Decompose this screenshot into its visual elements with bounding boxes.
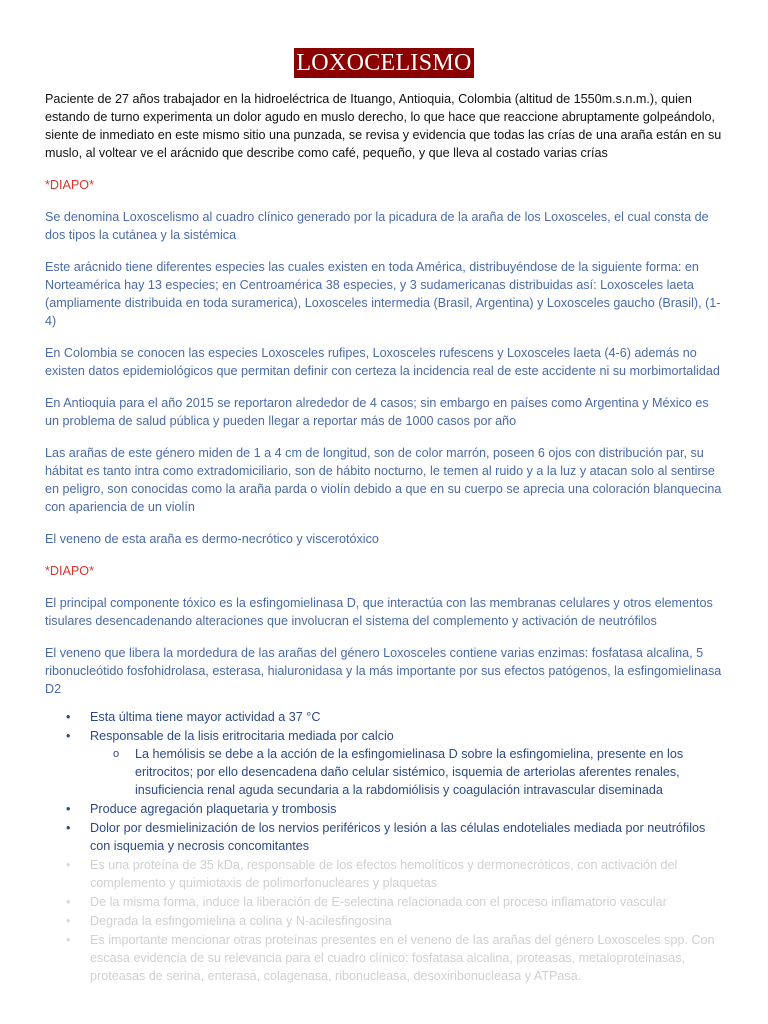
faded-list-item: • De la misma forma, induce la liberación de E-selectina relacionada con el proceso inflamatorio vascular	[90, 893, 725, 911]
list-item	[90, 727, 725, 799]
paragraph: En Colombia se conocen las especies Loxosceles rufipes, Loxosceles rufescens y Loxosceles laeta (4-6) además no existen datos epidemiológicos que permitan definir con certeza la incidencia real de este accidente ni su morbimortalidad	[45, 346, 720, 378]
sub-bullet-list	[90, 745, 725, 799]
paragraph: El principal componente tóxico es la esfingomielinasa D, que interactúa con las membranas celulares y otros elementos tisulares desencadenando alteraciones que involucran el sistema del complemento y activación de neutrófilos	[45, 596, 713, 628]
paragraph: Este arácnido tiene diferentes especies las cuales existen en toda América, distribuyéndose de la siguiente forma: en Norteamérica hay 13 especies; en Centroamérica 38 especies, y 3 sudamericanas distribuidas así: Loxosceles laeta (ampliamente distribuida en toda suramerica), Loxosceles intermedia (Brasil, Argentina) y Loxosceles gaucho (Brasil), (1-4)	[45, 260, 721, 328]
bullet-list	[45, 708, 725, 985]
list-item: • Produce agregación plaquetaria y trombosis	[90, 800, 725, 818]
document-body	[45, 90, 725, 986]
document-title: LOXOCELISMO	[296, 50, 472, 76]
faded-list-item: • Es importante mencionar otras proteínas presentes en el veneno de las arañas del género Loxosceles spp. Con escasa evidencia de su relevancia para el cuadro clínico: fosfatasa alcalina, proteasas, metaloproteinasas, proteasas de serina, enterasa, colagenasa, ribonucleasa, desoxiribonucleasa y ATPasa.	[90, 931, 725, 985]
case-intro: Paciente de 27 años trabajador en la hidroeléctrica de Ituango, Antioquia, Colombia (altitud de 1550m.s.n.m.), quien estando de turno experimenta un dolor agudo en muslo derecho, lo que hace que reaccione abruptamente golpeándolo, siente de inmediato en este mismo sitio una punzada, se revisa y evidencia que todas las crías de una araña están en su muslo, al voltear ve el arácnido que describe como café, pequeño, y que lleva al costado varias crías	[45, 92, 722, 160]
title-wrap	[0, 48, 768, 78]
diapo-marker: *DIAPO*	[45, 178, 94, 192]
paragraph: El veneno de esta araña es dermo-necrótico y viscerotóxico	[45, 532, 379, 546]
list-item-text: Responsable de la lisis eritrocitaria mediada por calcio	[90, 729, 394, 743]
list-item: • Dolor por desmielinización de los nervios periféricos y lesión a las células endoteliales mediada por neutrófilos con isquemia y necrosis concomitantes	[90, 819, 725, 855]
list-item: • Esta última tiene mayor actividad a 37 °C	[90, 708, 725, 726]
paragraph: Las arañas de este género miden de 1 a 4 cm de longitud, son de color marrón, poseen 6 ojos con distribución par, su hábitat es tanto intra como extradomiciliario, son de hábito nocturno, le temen al ruido y a la luz y atacan solo al sentirse en peligro, son conocidas como la araña parda o violín debido a que en su cuerpo se aprecia una coloración blanquecina con apariencia de un violín	[45, 446, 722, 514]
paragraph: Se denomina Loxoscelismo al cuadro clínico generado por la picadura de la araña de los Loxosceles, el cual consta de dos tipos la cutánea y la sistémica	[45, 210, 709, 242]
paragraph: El veneno que libera la mordedura de las arañas del género Loxosceles contiene varias enzimas: fosfatasa alcalina, 5 ribonucleótido fosfohidrolasa, esterasa, hialuronidasa y la más importante por sus efectos patógenos, la esfingomielinasa D2	[45, 646, 722, 696]
sub-list-item: o La hemólisis se debe a la acción de la esfingomielinasa D sobre la esfingomielina, presente en los eritrocitos; por ello desencadena daño celular sistémico, isquemia de arteriolas aferentes renales, insuficiencia renal aguda secundaria a la rabdomiólisis y coagulación intravascular diseminada	[135, 745, 725, 799]
paragraph: En Antioquia para el año 2015 se reportaron alrededor de 4 casos; sin embargo en países como Argentina y México es un problema de salud pública y pueden llegar a reportar más de 1000 casos por año	[45, 396, 709, 428]
diapo-marker: *DIAPO*	[45, 564, 94, 578]
faded-list-item: • Es una proteína de 35 kDa, responsable de los efectos hemolíticos y dermonecróticos, con activación del complemento y quimiotaxis de polimorfonucleares y plaquetas	[90, 856, 725, 892]
faded-list-item: • Degrada la esfingomielina a colina y N-acilesfingosina	[90, 912, 725, 930]
